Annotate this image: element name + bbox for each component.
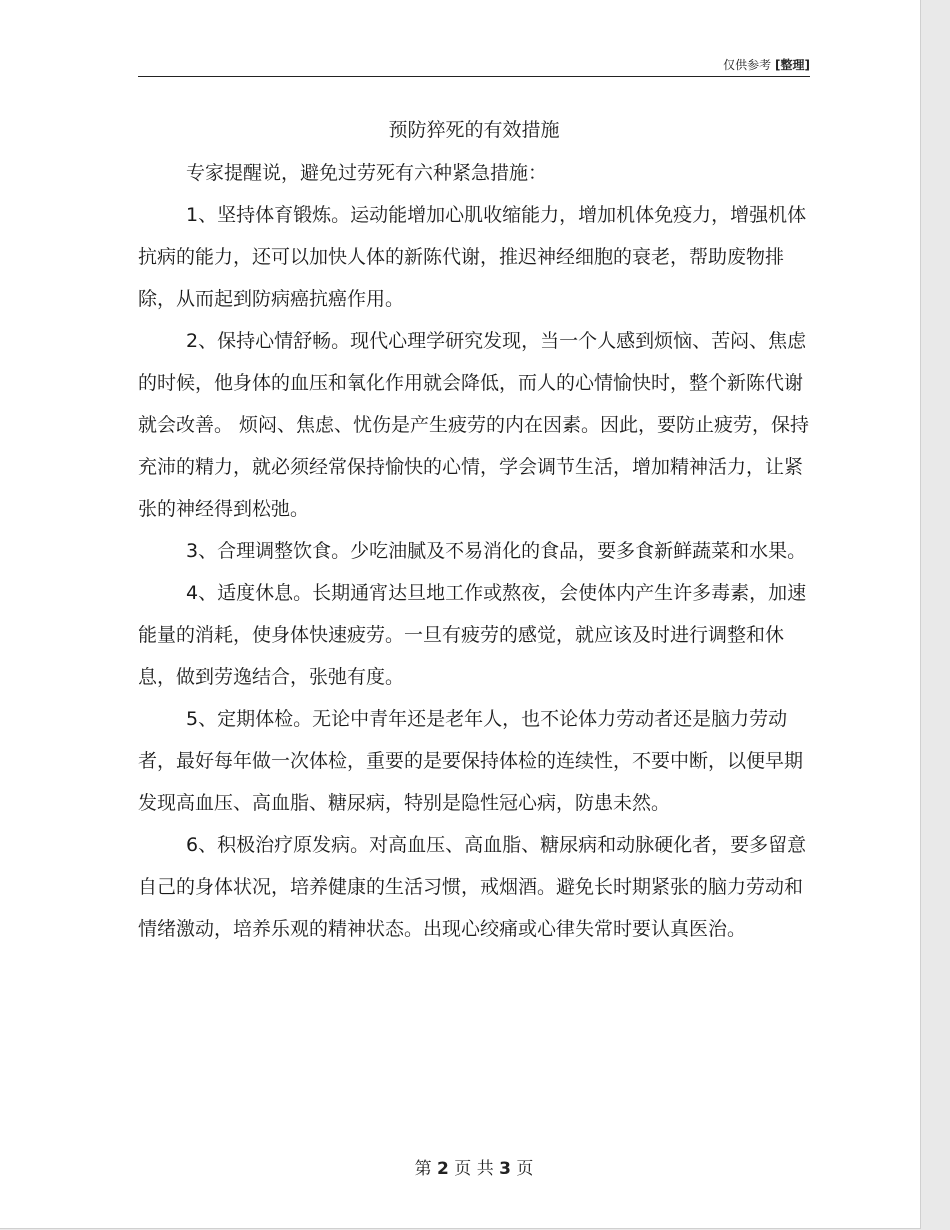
- total-page-number: 3: [499, 1159, 511, 1179]
- document-title: 预防猝死的有效措施: [388, 119, 560, 141]
- intro-paragraph: 专家提醒说，避免过劳死有六种紧急措施：: [186, 162, 548, 184]
- page-header: [723, 56, 810, 73]
- document-body: [138, 152, 810, 950]
- footer-suffix: 页: [516, 1159, 534, 1179]
- header-divider: [138, 76, 810, 77]
- footer-prefix: 第: [414, 1159, 432, 1179]
- current-page-number: 2: [437, 1159, 449, 1179]
- page-footer: [138, 1154, 810, 1179]
- paragraph-5: 5、定期体检。无论中青年还是老年人，也不论体力劳动者还是脑力劳动者，最好每年做一次体检，重要的是要保持体检的连续性，不要中断，以便早期发现高血压、高血脂、糖尿病，特别是隐性冠心病，防患未然。: [138, 708, 804, 814]
- footer-middle: 页 共: [454, 1159, 494, 1179]
- paragraph-1: 1、坚持体育锻炼。运动能增加心肌收缩能力，增加机体免疫力，增强机体抗病的能力，还可以加快人体的新陈代谢，推迟神经细胞的衰老，帮助废物排除，从而起到防病癌抗癌作用。: [138, 204, 807, 310]
- paragraph-6: 6、积极治疗原发病。对高血压、高血脂、糖尿病和动脉硬化者，要多留意自己的身体状况，培养健康的生活习惯，戒烟酒。避免长时期紧张的脑力劳动和情绪激动，培养乐观的精神状态。出现心绞痛或心律失常时要认真医治。: [138, 834, 807, 940]
- paragraph-3: 3、合理调整饮食。少吃油腻及不易消化的食品，要多食新鲜蔬菜和水果。: [186, 540, 807, 562]
- paragraph-2: 2、保持心情舒畅。现代心理学研究发现，当一个人感到烦恼、苦闷、焦虑的时候，他身体的血压和氧化作用就会降低，而人的心情愉快时，整个新陈代谢就会改善。 烦闷、焦虑、忧伤是产生疲劳的内在因素。因此，要防止疲劳，保持充沛的精力，就必须经常保持愉快的心情，学会调节生活，增加精神活力，让紧张的神经得到松弛。: [138, 330, 810, 520]
- paragraph-4: 4、适度休息。长期通宵达旦地工作或熬夜，会使体内产生许多毒素，加速能量的消耗，使身体快速疲劳。一旦有疲劳的感觉，就应该及时进行调整和休息，做到劳逸结合，张弛有度。: [138, 582, 807, 688]
- header-prefix: 仅供参考: [723, 58, 772, 72]
- header-tag: [整理]: [775, 58, 810, 72]
